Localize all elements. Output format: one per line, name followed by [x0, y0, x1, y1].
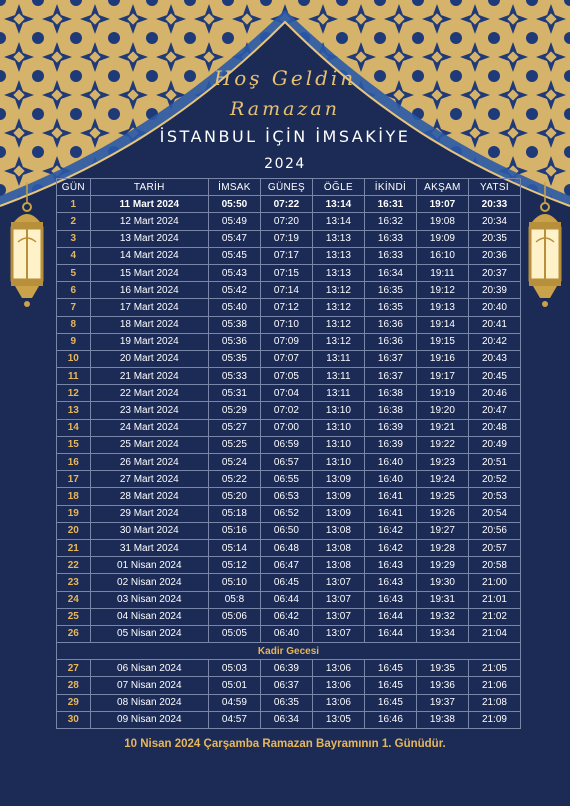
table-row — [57, 505, 521, 522]
kadir-gecesi-label: Kadir Gecesi — [57, 643, 521, 660]
cell-ogle: 13:12 — [312, 299, 364, 316]
cell-ikindi: 16:34 — [364, 264, 416, 281]
cell-tarih: 06 Nisan 2024 — [90, 660, 208, 677]
cell-ikindi: 16:46 — [364, 711, 416, 728]
cell-gun: 4 — [57, 247, 91, 264]
table-row — [57, 385, 521, 402]
table-row — [57, 625, 521, 642]
cell-gun: 19 — [57, 505, 91, 522]
table-row — [57, 419, 521, 436]
cell-ikindi: 16:44 — [364, 625, 416, 642]
cell-aksam: 19:15 — [416, 333, 468, 350]
cell-gun: 1 — [57, 196, 91, 213]
cell-gun: 15 — [57, 436, 91, 453]
table-row — [57, 522, 521, 539]
cell-gun: 22 — [57, 557, 91, 574]
cell-ogle: 13:13 — [312, 264, 364, 281]
cell-gunes: 06:34 — [260, 711, 312, 728]
cell-aksam: 19:28 — [416, 539, 468, 556]
column-header-yatsi: YATSI — [468, 179, 520, 196]
cell-gun: 14 — [57, 419, 91, 436]
cell-aksam: 16:10 — [416, 247, 468, 264]
column-header-gun: GÜN — [57, 179, 91, 196]
cell-yatsi: 20:49 — [468, 436, 520, 453]
cell-tarih: 23 Mart 2024 — [90, 402, 208, 419]
cell-imsak: 05:31 — [208, 385, 260, 402]
cell-tarih: 04 Nisan 2024 — [90, 608, 208, 625]
cell-ogle: 13:05 — [312, 711, 364, 728]
cell-yatsi: 20:36 — [468, 247, 520, 264]
cell-tarih: 11 Mart 2024 — [90, 196, 208, 213]
cell-aksam: 19:09 — [416, 230, 468, 247]
cell-gun: 20 — [57, 522, 91, 539]
cell-tarih: 18 Mart 2024 — [90, 316, 208, 333]
cell-tarih: 17 Mart 2024 — [90, 299, 208, 316]
cell-tarih: 05 Nisan 2024 — [90, 625, 208, 642]
cell-ogle: 13:07 — [312, 574, 364, 591]
cell-gun: 2 — [57, 213, 91, 230]
cell-gun: 27 — [57, 660, 91, 677]
cell-ikindi: 16:32 — [364, 213, 416, 230]
cell-tarih: 27 Mart 2024 — [90, 471, 208, 488]
cell-gunes: 06:59 — [260, 436, 312, 453]
cell-gun: 30 — [57, 711, 91, 728]
cell-yatsi: 20:34 — [468, 213, 520, 230]
cell-gunes: 07:17 — [260, 247, 312, 264]
table-row — [57, 282, 521, 299]
cell-aksam: 19:13 — [416, 299, 468, 316]
greeting-line-1: Hoş Geldin — [213, 66, 357, 90]
cell-yatsi: 20:53 — [468, 488, 520, 505]
cell-ikindi: 16:39 — [364, 419, 416, 436]
cell-yatsi: 21:06 — [468, 677, 520, 694]
cell-ikindi: 16:42 — [364, 522, 416, 539]
cell-imsak: 05:36 — [208, 333, 260, 350]
cell-aksam: 19:24 — [416, 471, 468, 488]
cell-gunes: 06:35 — [260, 694, 312, 711]
table-body — [57, 196, 521, 729]
cell-imsak: 05:24 — [208, 454, 260, 471]
cell-yatsi: 20:43 — [468, 350, 520, 367]
cell-imsak: 04:59 — [208, 694, 260, 711]
cell-ogle: 13:11 — [312, 350, 364, 367]
cell-yatsi: 20:47 — [468, 402, 520, 419]
cell-yatsi: 20:46 — [468, 385, 520, 402]
cell-aksam: 19:34 — [416, 625, 468, 642]
cell-ikindi: 16:44 — [364, 608, 416, 625]
cell-yatsi: 20:56 — [468, 522, 520, 539]
cell-gun: 3 — [57, 230, 91, 247]
cell-tarih: 13 Mart 2024 — [90, 230, 208, 247]
cell-ogle: 13:11 — [312, 385, 364, 402]
cell-gunes: 06:57 — [260, 454, 312, 471]
cell-ogle: 13:14 — [312, 196, 364, 213]
cell-yatsi: 20:51 — [468, 454, 520, 471]
cell-aksam: 19:32 — [416, 608, 468, 625]
cell-gunes: 06:42 — [260, 608, 312, 625]
cell-ikindi: 16:35 — [364, 299, 416, 316]
cell-imsak: 05:45 — [208, 247, 260, 264]
cell-aksam: 19:31 — [416, 591, 468, 608]
cell-ogle: 13:07 — [312, 625, 364, 642]
table-row — [57, 660, 521, 677]
cell-ogle: 13:08 — [312, 522, 364, 539]
lantern-right-icon — [520, 182, 570, 317]
cell-gun: 7 — [57, 299, 91, 316]
cell-gunes: 06:53 — [260, 488, 312, 505]
cell-imsak: 05:49 — [208, 213, 260, 230]
cell-gunes: 07:22 — [260, 196, 312, 213]
table-row — [57, 333, 521, 350]
cell-ikindi: 16:38 — [364, 385, 416, 402]
cell-ogle: 13:12 — [312, 282, 364, 299]
cell-gun: 10 — [57, 350, 91, 367]
cell-aksam: 19:36 — [416, 677, 468, 694]
cell-gun: 5 — [57, 264, 91, 281]
cell-imsak: 05:33 — [208, 368, 260, 385]
cell-gun: 18 — [57, 488, 91, 505]
table-row — [57, 539, 521, 556]
cell-ikindi: 16:43 — [364, 574, 416, 591]
cell-tarih: 21 Mart 2024 — [90, 368, 208, 385]
cell-tarih: 30 Mart 2024 — [90, 522, 208, 539]
cell-yatsi: 20:37 — [468, 264, 520, 281]
cell-yatsi: 20:48 — [468, 419, 520, 436]
cell-aksam: 19:25 — [416, 488, 468, 505]
cell-yatsi: 20:45 — [468, 368, 520, 385]
cell-tarih: 01 Nisan 2024 — [90, 557, 208, 574]
cell-aksam: 19:37 — [416, 694, 468, 711]
year-label: 2024 — [264, 156, 306, 172]
cell-imsak: 05:18 — [208, 505, 260, 522]
cell-yatsi: 20:33 — [468, 196, 520, 213]
greeting-line-2: Ramazan — [230, 98, 340, 120]
cell-imsak: 04:57 — [208, 711, 260, 728]
table-row — [57, 316, 521, 333]
cell-imsak: 05:38 — [208, 316, 260, 333]
cell-yatsi: 20:41 — [468, 316, 520, 333]
cell-ikindi: 16:45 — [364, 694, 416, 711]
cell-ogle: 13:07 — [312, 591, 364, 608]
table-row — [57, 299, 521, 316]
cell-yatsi: 20:57 — [468, 539, 520, 556]
cell-gunes: 07:20 — [260, 213, 312, 230]
cell-ogle: 13:10 — [312, 419, 364, 436]
cell-gun: 25 — [57, 608, 91, 625]
cell-ikindi: 16:45 — [364, 660, 416, 677]
cell-ikindi: 16:38 — [364, 402, 416, 419]
cell-gun: 24 — [57, 591, 91, 608]
cell-tarih: 07 Nisan 2024 — [90, 677, 208, 694]
cell-gunes: 06:47 — [260, 557, 312, 574]
cell-gunes: 07:04 — [260, 385, 312, 402]
cell-yatsi: 20:39 — [468, 282, 520, 299]
cell-tarih: 25 Mart 2024 — [90, 436, 208, 453]
cell-gun: 23 — [57, 574, 91, 591]
table-row — [57, 488, 521, 505]
cell-aksam: 19:14 — [416, 316, 468, 333]
table-row — [57, 230, 521, 247]
cell-imsak: 05:20 — [208, 488, 260, 505]
cell-yatsi: 20:35 — [468, 230, 520, 247]
table-row — [57, 471, 521, 488]
cell-tarih: 02 Nisan 2024 — [90, 574, 208, 591]
cell-ogle: 13:11 — [312, 368, 364, 385]
bayram-note: 10 Nisan 2024 Çarşamba Ramazan Bayramının 1. Günüdür. — [124, 738, 446, 750]
cell-tarih: 03 Nisan 2024 — [90, 591, 208, 608]
cell-yatsi: 20:58 — [468, 557, 520, 574]
cell-yatsi: 21:01 — [468, 591, 520, 608]
cell-yatsi: 21:09 — [468, 711, 520, 728]
cell-ikindi: 16:41 — [364, 505, 416, 522]
cell-gunes: 07:09 — [260, 333, 312, 350]
cell-imsak: 05:29 — [208, 402, 260, 419]
column-header-ogle: ÖĞLE — [312, 179, 364, 196]
table-row — [57, 436, 521, 453]
cell-ogle: 13:08 — [312, 557, 364, 574]
cell-ikindi: 16:43 — [364, 557, 416, 574]
table-row — [57, 213, 521, 230]
cell-ikindi: 16:33 — [364, 230, 416, 247]
cell-yatsi: 21:04 — [468, 625, 520, 642]
cell-imsak: 05:47 — [208, 230, 260, 247]
cell-gunes: 07:02 — [260, 402, 312, 419]
table-row — [57, 677, 521, 694]
cell-gun: 29 — [57, 694, 91, 711]
cell-yatsi: 21:02 — [468, 608, 520, 625]
cell-ogle: 13:09 — [312, 471, 364, 488]
cell-gunes: 07:19 — [260, 230, 312, 247]
cell-yatsi: 20:40 — [468, 299, 520, 316]
cell-ikindi: 16:37 — [364, 368, 416, 385]
cell-yatsi: 20:42 — [468, 333, 520, 350]
cell-ogle: 13:09 — [312, 488, 364, 505]
cell-imsak: 05:35 — [208, 350, 260, 367]
cell-gun: 26 — [57, 625, 91, 642]
cell-imsak: 05:27 — [208, 419, 260, 436]
cell-aksam: 19:38 — [416, 711, 468, 728]
cell-tarih: 15 Mart 2024 — [90, 264, 208, 281]
cell-imsak: 05:03 — [208, 660, 260, 677]
cell-imsak: 05:22 — [208, 471, 260, 488]
cell-tarih: 29 Mart 2024 — [90, 505, 208, 522]
cell-gunes: 06:55 — [260, 471, 312, 488]
cell-gunes: 06:40 — [260, 625, 312, 642]
cell-tarih: 14 Mart 2024 — [90, 247, 208, 264]
cell-ikindi: 16:35 — [364, 282, 416, 299]
cell-aksam: 19:22 — [416, 436, 468, 453]
cell-imsak: 05:06 — [208, 608, 260, 625]
cell-gun: 21 — [57, 539, 91, 556]
cell-ikindi: 16:43 — [364, 591, 416, 608]
cell-gun: 9 — [57, 333, 91, 350]
cell-ogle: 13:13 — [312, 230, 364, 247]
cell-ogle: 13:12 — [312, 316, 364, 333]
column-header-tarih: TARİH — [90, 179, 208, 196]
cell-yatsi: 21:00 — [468, 574, 520, 591]
column-header-imsak: İMSAK — [208, 179, 260, 196]
cell-gunes: 06:37 — [260, 677, 312, 694]
table-row — [57, 350, 521, 367]
table-row — [57, 608, 521, 625]
cell-ogle: 13:10 — [312, 402, 364, 419]
cell-ikindi: 16:40 — [364, 454, 416, 471]
cell-gunes: 07:10 — [260, 316, 312, 333]
cell-gun: 13 — [57, 402, 91, 419]
table-row — [57, 574, 521, 591]
cell-tarih: 20 Mart 2024 — [90, 350, 208, 367]
cell-ikindi: 16:33 — [364, 247, 416, 264]
table-row — [57, 711, 521, 728]
table-row — [57, 694, 521, 711]
table-row — [57, 591, 521, 608]
cell-ogle: 13:12 — [312, 333, 364, 350]
cell-yatsi: 21:08 — [468, 694, 520, 711]
table-row — [57, 247, 521, 264]
cell-ikindi: 16:36 — [364, 333, 416, 350]
cell-ogle: 13:06 — [312, 677, 364, 694]
cell-aksam: 19:27 — [416, 522, 468, 539]
cell-ogle: 13:13 — [312, 247, 364, 264]
cell-ikindi: 16:45 — [364, 677, 416, 694]
column-header-aksam: AKŞAM — [416, 179, 468, 196]
cell-gunes: 06:39 — [260, 660, 312, 677]
cell-gunes: 07:00 — [260, 419, 312, 436]
cell-ikindi: 16:42 — [364, 539, 416, 556]
table-row — [57, 264, 521, 281]
cell-aksam: 19:35 — [416, 660, 468, 677]
cell-imsak: 05:10 — [208, 574, 260, 591]
table-row — [57, 402, 521, 419]
cell-tarih: 08 Nisan 2024 — [90, 694, 208, 711]
cell-imsak: 05:8 — [208, 591, 260, 608]
cell-imsak: 05:12 — [208, 557, 260, 574]
cell-imsak: 05:50 — [208, 196, 260, 213]
cell-gun: 16 — [57, 454, 91, 471]
cell-tarih: 16 Mart 2024 — [90, 282, 208, 299]
cell-ogle: 13:08 — [312, 539, 364, 556]
table-row — [57, 196, 521, 213]
cell-aksam: 19:20 — [416, 402, 468, 419]
cell-ikindi: 16:39 — [364, 436, 416, 453]
cell-ikindi: 16:41 — [364, 488, 416, 505]
cell-ikindi: 16:37 — [364, 350, 416, 367]
cell-aksam: 19:19 — [416, 385, 468, 402]
cell-aksam: 19:29 — [416, 557, 468, 574]
imsakiye-table — [56, 178, 521, 729]
cell-tarih: 24 Mart 2024 — [90, 419, 208, 436]
cell-gun: 11 — [57, 368, 91, 385]
cell-tarih: 31 Mart 2024 — [90, 539, 208, 556]
cell-gun: 28 — [57, 677, 91, 694]
cell-aksam: 19:16 — [416, 350, 468, 367]
cell-gunes: 07:12 — [260, 299, 312, 316]
cell-yatsi: 21:05 — [468, 660, 520, 677]
table-header-row — [57, 179, 521, 196]
cell-aksam: 19:08 — [416, 213, 468, 230]
cell-imsak: 05:16 — [208, 522, 260, 539]
cell-tarih: 09 Nisan 2024 — [90, 711, 208, 728]
cell-gunes: 06:45 — [260, 574, 312, 591]
cell-tarih: 19 Mart 2024 — [90, 333, 208, 350]
cell-imsak: 05:01 — [208, 677, 260, 694]
cell-ogle: 13:06 — [312, 694, 364, 711]
cell-tarih: 28 Mart 2024 — [90, 488, 208, 505]
cell-gunes: 06:50 — [260, 522, 312, 539]
column-header-ikindi: İKİNDİ — [364, 179, 416, 196]
column-header-gunes: GÜNEŞ — [260, 179, 312, 196]
cell-aksam: 19:23 — [416, 454, 468, 471]
lantern-left-icon — [2, 182, 52, 317]
cell-gunes: 06:48 — [260, 539, 312, 556]
cell-imsak: 05:25 — [208, 436, 260, 453]
cell-aksam: 19:30 — [416, 574, 468, 591]
cell-gun: 8 — [57, 316, 91, 333]
cell-yatsi: 20:54 — [468, 505, 520, 522]
cell-ogle: 13:10 — [312, 454, 364, 471]
cell-imsak: 05:05 — [208, 625, 260, 642]
cell-gunes: 07:05 — [260, 368, 312, 385]
cell-tarih: 12 Mart 2024 — [90, 213, 208, 230]
cell-gunes: 06:44 — [260, 591, 312, 608]
cell-imsak: 05:42 — [208, 282, 260, 299]
cell-gunes: 07:07 — [260, 350, 312, 367]
cell-imsak: 05:14 — [208, 539, 260, 556]
table-row — [57, 557, 521, 574]
cell-ogle: 13:07 — [312, 608, 364, 625]
cell-gunes: 07:14 — [260, 282, 312, 299]
cell-aksam: 19:17 — [416, 368, 468, 385]
cell-aksam: 19:21 — [416, 419, 468, 436]
table-row — [57, 368, 521, 385]
cell-tarih: 22 Mart 2024 — [90, 385, 208, 402]
cell-aksam: 19:11 — [416, 264, 468, 281]
cell-gun: 6 — [57, 282, 91, 299]
cell-gunes: 07:15 — [260, 264, 312, 281]
cell-aksam: 19:07 — [416, 196, 468, 213]
cell-aksam: 19:26 — [416, 505, 468, 522]
cell-ikindi: 16:31 — [364, 196, 416, 213]
cell-gunes: 06:52 — [260, 505, 312, 522]
cell-ogle: 13:10 — [312, 436, 364, 453]
cell-yatsi: 20:52 — [468, 471, 520, 488]
cell-imsak: 05:40 — [208, 299, 260, 316]
cell-ikindi: 16:36 — [364, 316, 416, 333]
cell-imsak: 05:43 — [208, 264, 260, 281]
page-title: İSTANBUL İÇİN İMSAKİYE — [159, 127, 411, 146]
cell-ogle: 13:14 — [312, 213, 364, 230]
cell-ogle: 13:06 — [312, 660, 364, 677]
kadir-gecesi-row — [57, 643, 521, 660]
cell-ogle: 13:09 — [312, 505, 364, 522]
cell-tarih: 26 Mart 2024 — [90, 454, 208, 471]
cell-gun: 12 — [57, 385, 91, 402]
cell-gun: 17 — [57, 471, 91, 488]
cell-ikindi: 16:40 — [364, 471, 416, 488]
cell-aksam: 19:12 — [416, 282, 468, 299]
table-row — [57, 454, 521, 471]
